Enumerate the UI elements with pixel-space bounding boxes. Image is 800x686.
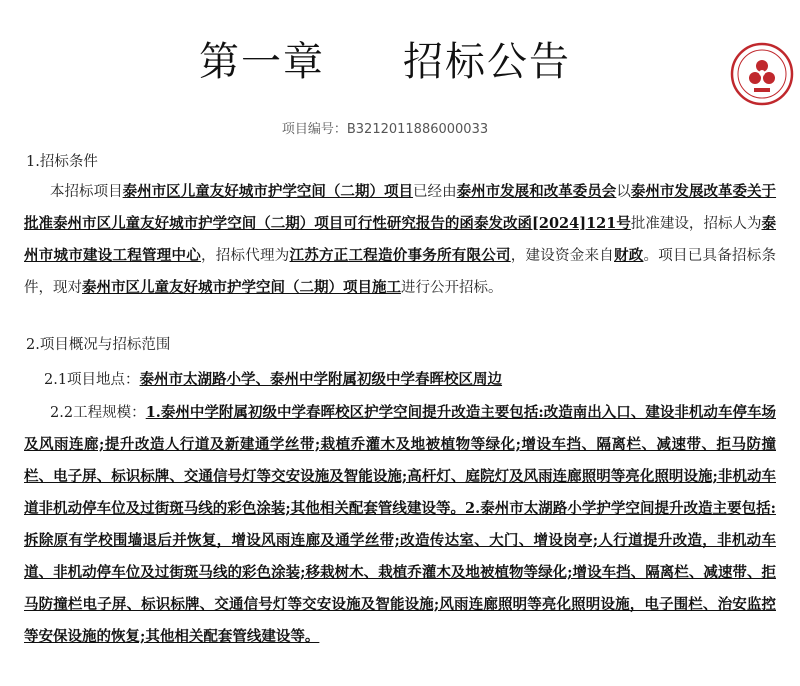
section-1-body: 本招标项目泰州市区儿童友好城市护学空间（二期）项目已经由泰州市发展和改革委员会以泰州市发展改革委关于批准泰州市区儿童友好城市护学空间（二期）项目可行性研究报告的函泰发改函[2024]121号批准建设，招标人为泰州市城市建设工程管理中心，招标代理为江苏方正工程造价事务所有限公司，建设资金来自财政。项目已具备招标条件，现对泰州市区儿童友好城市护学空间（二期）项目施工进行公开招标。 [24,183,777,296]
chapter-number: 第一章 [199,39,325,85]
approver: 泰州市发展和改革委员会 [456,183,617,200]
bid-target: 泰州市区儿童友好城市护学空间（二期）项目施工 [82,279,401,296]
chapter-title [0,30,770,87]
project-location: 2.1项目地点：泰州市太湖路小学、泰州中学附属初级中学春晖校区周边 [44,371,503,388]
scale-value: 1.泰州中学附属初级中学春晖校区护学空间提升改造主要包括:改造南出入口、建设非机动车停车场及风雨连廊;提升改造人行道及新建通学丝带;栽植乔灌木及地被植物等绿化;增设车挡、隔离栏、减速带、拒马防撞栏、电子屏、标识标牌、交通信号灯等交安设施及智能设施;高杆灯、庭院灯及风雨连廊照明等亮化照明设施;非机动车道非机动停车位及过街斑马线的彩色涂装;其他相关配套管线建设等。2.泰州市太湖路小学护学空间提升改造主要包括:拆除原有学校围墙退后并恢复，增设风雨连廊及通学丝带;改造传达室、大门、增设岗亭;人行道提升改造，非机动车道、非机动停车位及过街斑马线的彩色涂装;移栽树木、栽植乔灌木及地被植物等绿化;增设车挡、隔离栏、减速带、拒马防撞栏电子屏、标识标牌、交通信号灯等交安设施及智能设施;风雨连廊照明等亮化照明设施，电子围栏、治安监控等安保设施的恢复;其他相关配套管线建设等。 [24,404,776,645]
project-name: 泰州市区儿童友好城市护学空间（二期）项目 [122,183,414,200]
funding-source: 财政 [614,247,644,264]
location-value: 泰州市太湖路小学、泰州中学附属初级中学春晖校区周边 [139,371,503,388]
project-scale: 2.2工程规模：1.泰州中学附属初级中学春晖校区护学空间提升改造主要包括:改造南出入口、建设非机动车停车场及风雨连廊;提升改造人行道及新建通学丝带;栽植乔灌木及地被植物等绿化;增设车挡、隔离栏、减速带、拒马防撞栏、电子屏、标识标牌、交通信号灯等交安设施及智能设施;高杆灯、庭院灯及风雨连廊照明等亮化照明设施;非机动车道非机动停车位及过街斑马线的彩色涂装;其他相关配套管线建设等。2.泰州市太湖路小学护学空间提升改造主要包括:拆除原有学校围墙退后并恢复，增设风雨连廊及通学丝带;改造传达室、大门、增设岗亭;人行道提升改造，非机动车道、非机动停车位及过街斑马线的彩色涂装;移栽树木、栽植乔灌木及地被植物等绿化;增设车挡、隔离栏、减速带、拒马防撞栏电子屏、标识标牌、交通信号灯等交安设施及智能设施;风雨连廊照明等亮化照明设施，电子围栏、治安监控等安保设施的恢复;其他相关配套管线建设等。 [24,404,776,645]
approval-document: 泰州市发展改革委关于批准泰州市区儿童友好城市护学空间（二期）项目可行性研究报告的函泰发改函[2024]121号 [24,183,777,232]
section-2-heading: 2.项目概况与招标范围 [26,337,171,353]
tenderer: 泰州市城市建设工程管理中心 [24,215,777,264]
chapter-name: 招标公告 [403,39,571,85]
official-seal-icon [730,42,794,106]
project-number: 项目编号：B3212011886000033 [281,122,489,137]
section-1-heading: 1.招标条件 [26,154,98,170]
tender-agent: 江苏方正工程造价事务所有限公司 [289,247,511,264]
